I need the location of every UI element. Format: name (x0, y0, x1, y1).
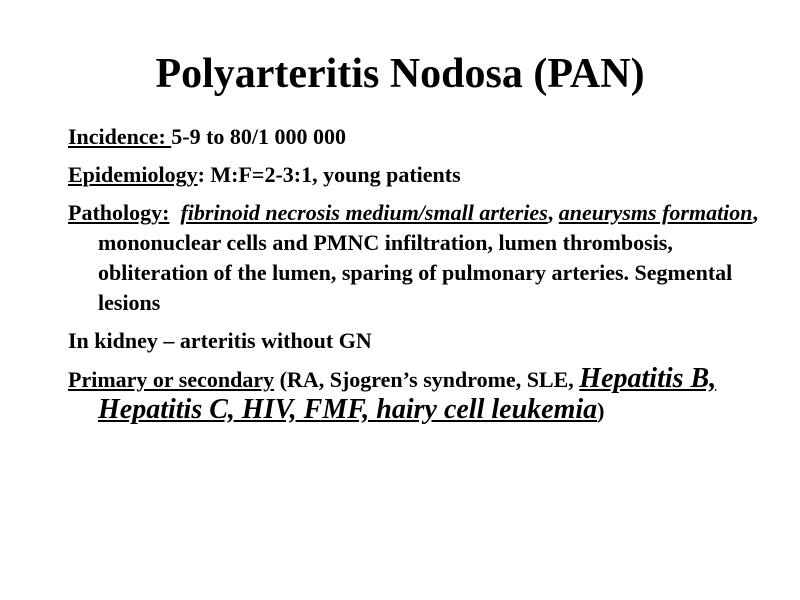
epidemiology-item (68, 160, 780, 190)
incidence-label: Incidence: (68, 124, 172, 149)
primary-label: Primary or secondary (68, 367, 275, 392)
pathology-rest: , mononuclear cells and PMNC infiltration, lumen thrombosis, obliteration of the lumen, sparing of pulmonary arteries. Segmental lesions (98, 200, 759, 315)
epidemiology-text: : M:F=2-3:1, young patients (197, 162, 461, 187)
pathology-emph: aneurysms formation (558, 200, 753, 225)
incidence-text: 5-9 to 80/1 000 000 (171, 124, 347, 149)
primary-text: (RA, Sjogren’s syndrome, SLE, (274, 367, 580, 392)
incidence-item (68, 122, 780, 152)
bullet-list (68, 122, 780, 434)
pathology-label: Pathology: (68, 200, 170, 225)
kidney-item (68, 326, 780, 356)
pathology-comma: , (547, 200, 559, 225)
primary-close: ) (597, 398, 605, 423)
primary-item (68, 364, 780, 426)
pathology-item (68, 198, 780, 318)
pathology-gap (169, 200, 180, 225)
pathology-lead: fibrinoid necrosis medium/small arteries (180, 200, 548, 225)
slide-title: Polyarteritis Nodosa (PAN) (155, 51, 645, 97)
epidemiology-label: Epidemiology (68, 162, 198, 187)
primary-associations: Hepatitis B, Hepatitis C, HIV, FMF, hairy cell leukemia (98, 363, 717, 425)
kidney-text: In kidney – arteritis without GN (68, 328, 372, 353)
